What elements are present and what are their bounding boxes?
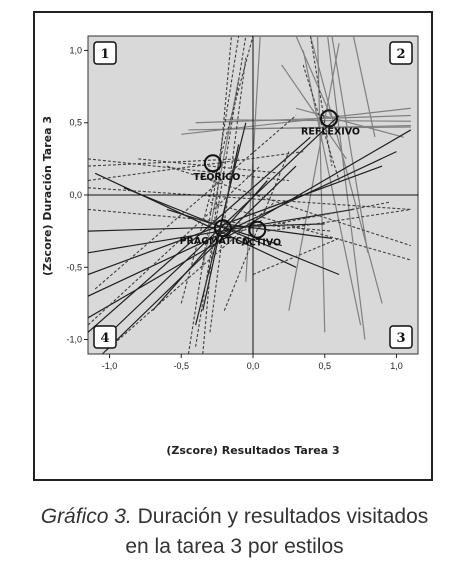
quadrant-marker — [94, 326, 116, 348]
caption-line-2: en la tarea 3 por estilos — [125, 535, 344, 558]
x-axis-title: (Zscore) Resultados Tarea 3 — [166, 444, 340, 457]
x-tick-label: 1,0 — [390, 361, 403, 371]
x-tick-label: 0,5 — [318, 361, 331, 371]
scatter-chart — [33, 11, 433, 481]
centroid-label: PRAGMÁTICO — [179, 236, 251, 248]
x-tick-label: -0,5 — [173, 361, 190, 371]
quadrant-marker — [94, 42, 116, 64]
quadrant-number: 4 — [100, 331, 110, 346]
centroid-label: ACTIVO — [241, 237, 282, 249]
quadrant-number: 1 — [100, 47, 110, 62]
x-tick-label: 0,0 — [246, 361, 260, 371]
caption-text-1: Duración y resultados visitados — [131, 505, 429, 528]
caption-label: Gráfico 3. — [40, 505, 132, 528]
quadrant-marker — [390, 326, 412, 348]
caption-line-1 — [0, 502, 469, 532]
centroid-label: TEÓRICO — [193, 172, 241, 184]
x-tick-label: -1,0 — [101, 361, 118, 371]
y-tick-label: 0,5 — [69, 117, 82, 128]
y-axis-title: (Zscore) Duración Tarea 3 — [41, 116, 54, 276]
centroid-label: REFLEXIVO — [301, 126, 361, 138]
quadrant-number: 3 — [396, 331, 406, 346]
figure-caption — [0, 502, 469, 562]
y-tick-label: 0,0 — [69, 190, 82, 200]
y-tick-label: -1,0 — [66, 334, 82, 345]
quadrant-marker — [390, 42, 412, 64]
quadrant-number: 2 — [396, 47, 406, 62]
y-tick-label: 1,0 — [69, 45, 82, 56]
y-tick-label: -0,5 — [66, 262, 82, 273]
